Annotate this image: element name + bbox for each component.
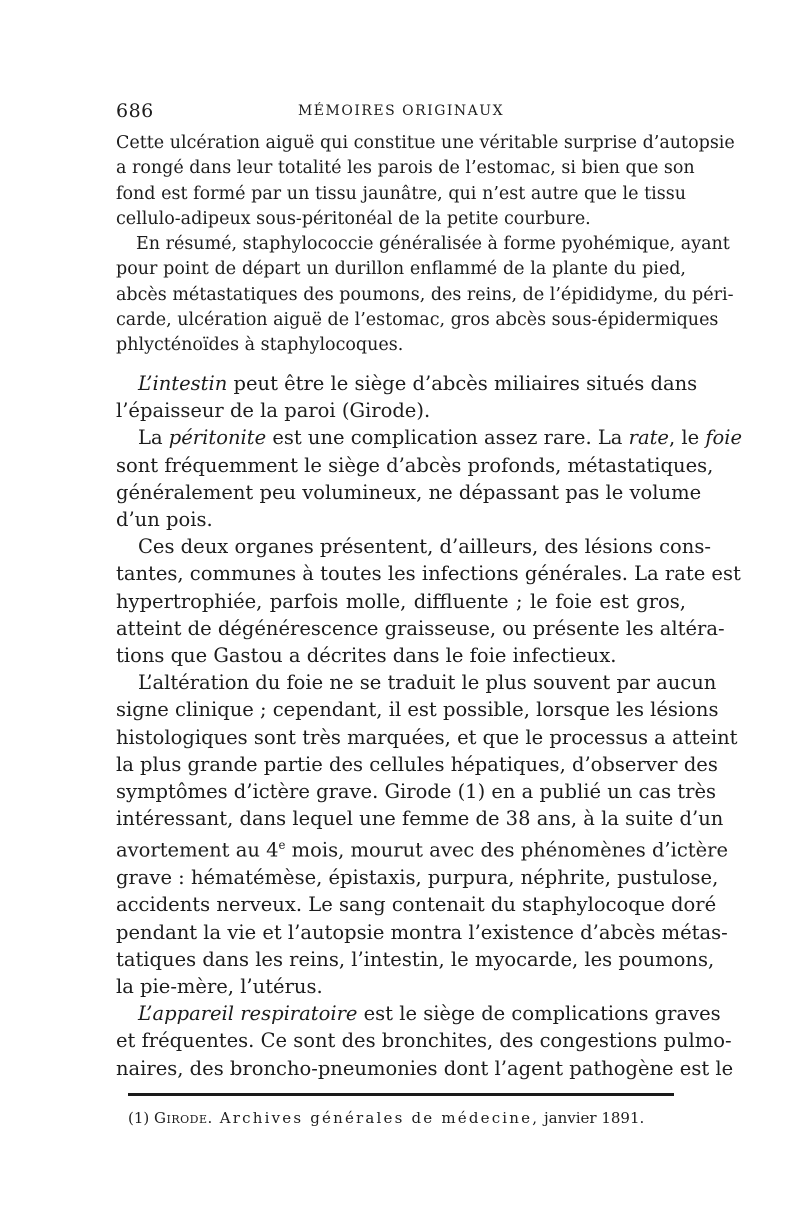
text-line: hypertrophiée, parfois molle, diffluente ; le foie est gros, — [116, 589, 686, 613]
text-line: intéressant, dans lequel une femme de 38 ans, à la suite d’un — [116, 807, 724, 831]
paragraph-intestin — [116, 370, 698, 424]
paragraph-resume — [116, 232, 734, 358]
term-appareil-respiratoire: L’appareil respiratoire — [138, 1002, 358, 1026]
text-line: tatiques dans les reins, l’intestin, le myocarde, les poumons, — [116, 947, 715, 971]
term-rate: rate — [628, 426, 669, 450]
term-intestin: L’intestin — [138, 372, 228, 395]
text-line: sont fréquemment le siège d’abcès profonds, métastatiques, — [116, 453, 714, 477]
text-line: la pie-mère, l’utérus. — [116, 974, 323, 998]
text-line: Ces deux organes présentent, d’ailleurs, des lésions cons- — [138, 535, 711, 559]
case-summary-block — [116, 131, 735, 359]
text-line: symptômes d’ictère grave. Girode (1) en a publié un cas très — [116, 780, 717, 804]
text-line: avortement au 4e mois, mourut avec des phénomènes d’ictère — [116, 838, 729, 862]
text-line: pendant la vie et l’autopsie montra l’existence d’abcès métas- — [116, 920, 728, 944]
footnote-author: Girode. — [154, 1109, 213, 1127]
paragraph-appareil-respiratoire — [116, 1000, 734, 1082]
footnote-marker: (1) — [128, 1109, 155, 1127]
term-foie: foie — [705, 426, 743, 450]
text-line: la plus grande partie des cellules hépatiques, d’observer des — [116, 752, 718, 776]
text-line: a rongé dans leur totalité les parois de l’estomac, si bien que son — [116, 158, 695, 179]
text-line: abcès métastatiques des poumons, des reins, de l’épididyme, du péri- — [116, 284, 734, 305]
text-line — [116, 424, 743, 451]
text-fragment: La — [138, 426, 169, 450]
main-text-block — [116, 370, 743, 1082]
footnote-date: janvier 1891. — [539, 1109, 645, 1127]
footnote — [128, 1108, 648, 1128]
text-line — [116, 1000, 721, 1027]
text-line: grave : hématémèse, épistaxis, purpura, néphrite, pustulose, — [116, 866, 719, 890]
paragraph-peritonite — [116, 424, 743, 533]
text-line: atteint de dégénérescence graisseuse, ou présente les altéra- — [116, 616, 725, 640]
text-line: L’altération du foie ne se traduit le plus souvent par aucun — [138, 671, 717, 695]
text-line: signe clinique ; cependant, il est possible, lorsque les lésions — [116, 698, 719, 722]
page-header — [116, 100, 686, 126]
text-line: tantes, communes à toutes les infections générales. La rate est — [116, 562, 741, 586]
text-line — [116, 370, 698, 397]
paragraph-ulceration — [116, 131, 735, 232]
text-fragment: , le — [668, 426, 706, 450]
superscript: e — [278, 838, 286, 853]
footnote-journal: Archives générales de médecine, — [212, 1109, 540, 1127]
text-line: fond est formé par un tissu jaunâtre, qui n’est autre que le tissu — [116, 183, 686, 204]
text-line: tions que Gastou a décrites dans le foie infectieux. — [116, 644, 617, 668]
text-line: et fréquentes. Ce sont des bronchites, des congestions pulmo- — [116, 1029, 732, 1053]
text-line: naires, des broncho-pneumonies dont l’agent pathogène est le — [116, 1056, 734, 1080]
footnote-rule — [128, 1093, 674, 1096]
text-line: cellulo-adipeux sous-péritonéal de la petite courbure. — [116, 208, 591, 229]
text-line: l’épaisseur de la paroi (Girode). — [116, 399, 431, 423]
text-fragment: peut être le siège d’abcès miliaires situés dans — [227, 372, 698, 395]
paragraph-alteration-foie — [116, 669, 738, 1000]
text-line: généralement peu volumineux, ne dépassant pas le volume — [116, 480, 702, 504]
text-line: accidents nerveux. Le sang contenait du staphylocoque doré — [116, 893, 717, 917]
text-fragment: est une complication assez rare. La — [266, 426, 629, 450]
page-number: 686 — [116, 100, 154, 122]
running-title: MÉMOIRES ORIGINAUX — [297, 103, 505, 119]
text-line: histologiques sont très marquées, et que le processus a atteint — [116, 725, 738, 749]
text-line: phlycténoïdes à staphylocoques. — [116, 335, 404, 356]
paragraph-organes — [116, 533, 741, 669]
text-line: d’un pois. — [116, 508, 213, 532]
text-line: En résumé, staphylococcie généralisée à forme pyohémique, ayant — [136, 234, 730, 255]
text-fragment: est le siège de complications graves — [357, 1002, 721, 1026]
text-line: pour point de départ un durillon enflammé de la plante du pied, — [116, 259, 686, 280]
text-line: carde, ulcération aiguë de l’estomac, gros abcès sous-épidermiques — [116, 310, 719, 331]
text-line: Cette ulcération aiguë qui constitue une véritable surprise d’autopsie — [116, 133, 735, 153]
term-peritonite: péritonite — [168, 426, 267, 450]
